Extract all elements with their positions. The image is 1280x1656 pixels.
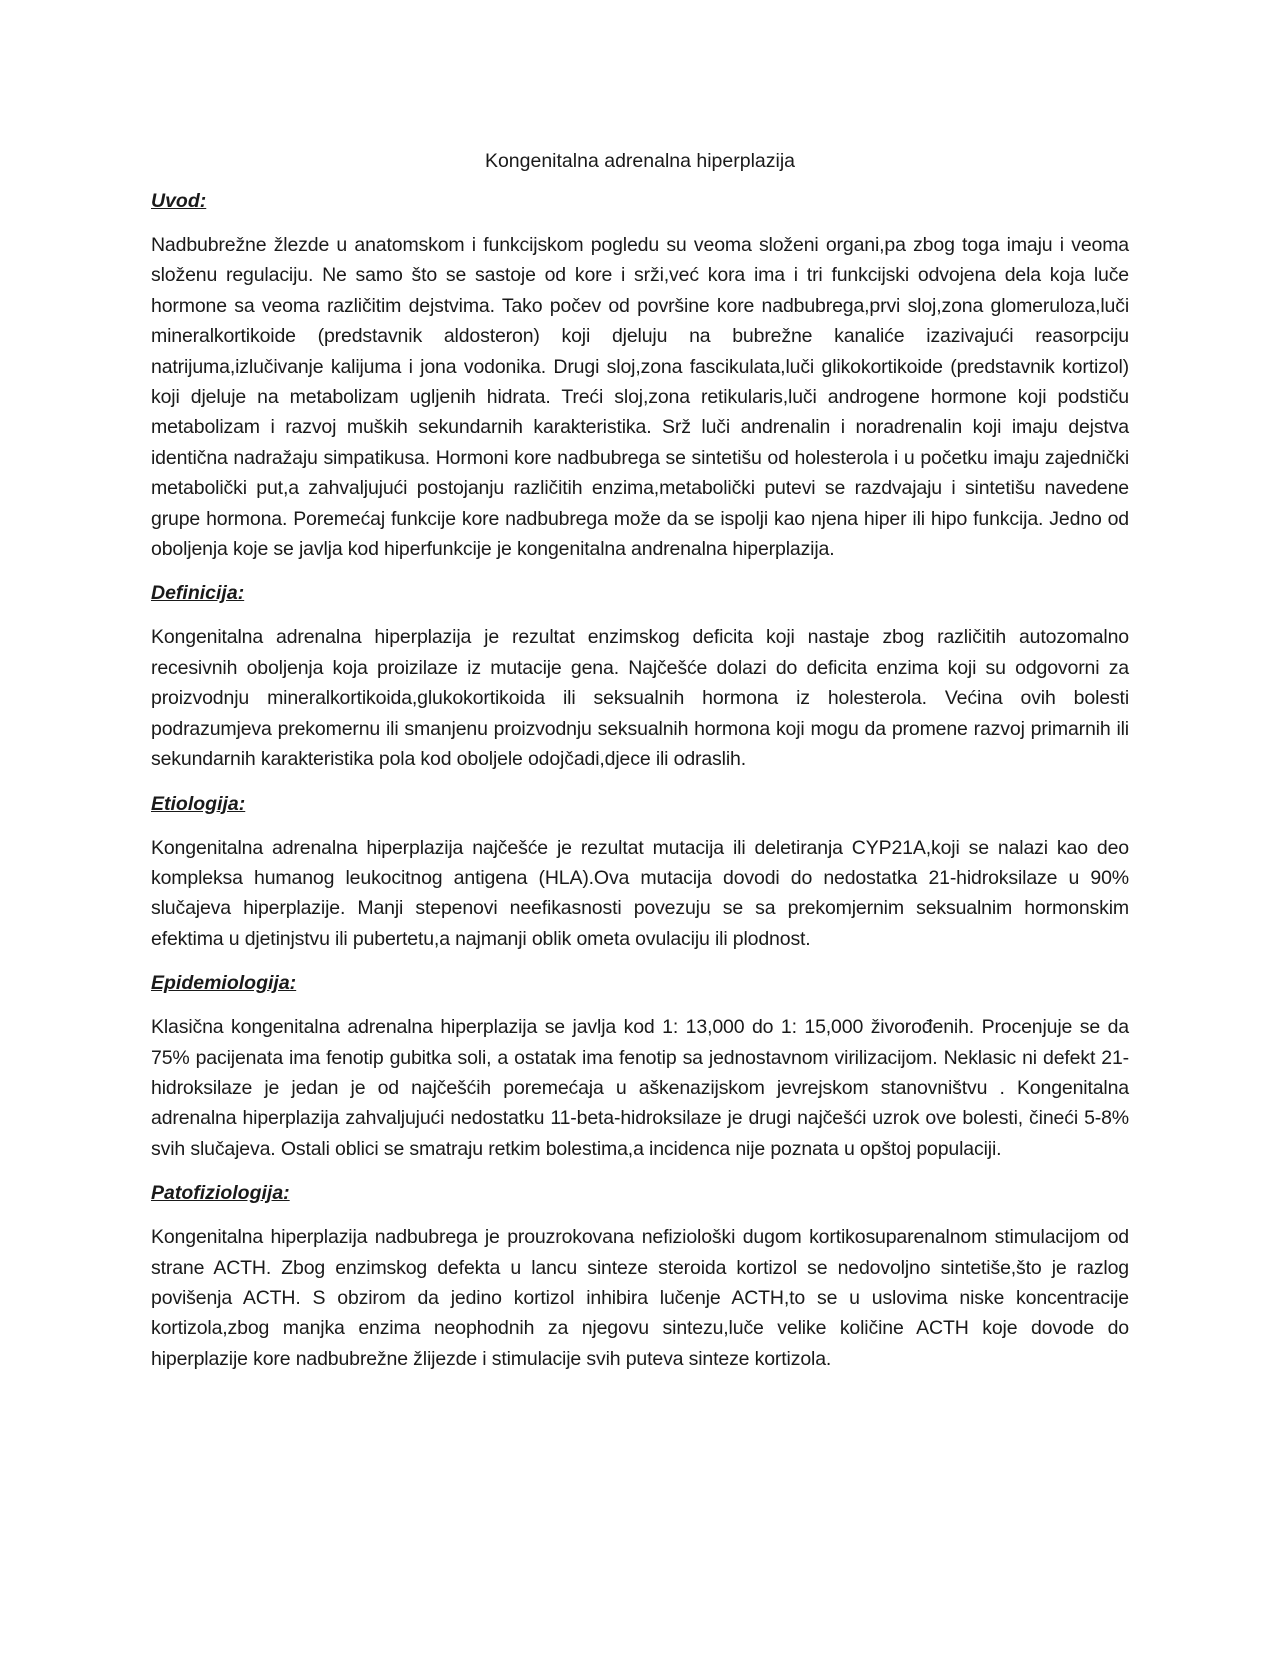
section-paragraph: Kongenitalna adrenalna hiperplazija je rezultat enzimskog deficita koji nastaje zbog različitih autozomalno recesivnih oboljenja koja proizilaze iz mutacije gena. Najčešće dolazi do deficita enzima koji su odgovorni za proizvodnju mineralkortikoida,glukokortikoida ili seksualnih hormona iz holesterola. Većina ovih bolesti podrazumjeva prekomernu ili smanjenu proizvodnju seksualnih hormona koji mogu da promene razvoj primarnih ili sekundarnih karakteristika pola kod oboljele odojčadi,djece ili odraslih. xyxy=(151,626,1129,771)
section-heading: Epidemiologija: xyxy=(151,972,297,995)
section-etiologija xyxy=(151,789,1129,955)
section-paragraph: Klasična kongenitalna adrenalna hiperplazija se javlja kod 1: 13,000 do 1: 15,000 živorođenih. Procenjuje se da 75% pacijenata ima fenotip gubitka soli, a ostatak ima fenotip sa jednostavnom virilizacijom. Neklasic ni defekt 21-hidroksilaze je jedan je od najčešćih poremećaja u aškenazijskom jevrejskom stanovništvu . Kongenitalna adrenalna hiperplazija zahvaljujući nedostatku 11-beta-hidroksilaze je drugi najčešći uzrok ove bolesti, čineći 5-8% svih slučajeva. Ostali oblici se smatraju retkim bolestima,a incidenca nije poznata u opštoj populaciji. xyxy=(151,1016,1129,1160)
document-title: Kongenitalna adrenalna hiperplazija xyxy=(484,150,796,172)
section-definicija xyxy=(151,578,1129,774)
section-paragraph: Nadbubrežne žlezde u anatomskom i funkcijskom pogledu su veoma složeni organi,pa zbog toga imaju i veoma složenu regulaciju. Ne samo što se sastoje od kore i srži,već kora ima i tri funkcijski odvojena dela koja luče hormone sa veoma različitim dejstvima. Tako počev od površine kore nadbubrega,prvi sloj,zona glomeruloza,luči mineralkortikoide (predstavnik aldosteron) koji djeluju na bubrežne kanaliće izazivajući reasorpciju natrijuma,izlučivanje kalijuma i jona vodonika. Drugi sloj,zona fascikulata,luči glikokortikoide (predstavnik kortizol) koji djeluje na metabolizam ugljenih hidrata. Treći sloj,zona retikularis,luči androgene hormone koji podstiču metabolizam i razvoj muških sekundarnih karakteristika. Srž luči andrenalin i noradrenalin koji imaju dejstva identična nadražaju simpatikusa. Hormoni kore nadbubrega se sintetišu od holesterola i u početku imaju zajednički metabolički put,a zahvaljujući postojanju različitih enzima,metabolički putevi se razdvajaju i sintetišu navedene grupe hormona. Poremećaj funkcije kore nadbubrega može da se ispolji kao njena hiper ili hipo funkcija. Jedno od oboljenja koje se javlja kod hiperfunkcije je kongenitalna andrenalna hiperplazija. xyxy=(151,234,1129,561)
section-heading: Uvod: xyxy=(151,190,207,212)
document-page xyxy=(151,146,1129,1388)
section-heading: Etiologija: xyxy=(151,792,246,815)
section-paragraph: Kongenitalna hiperplazija nadbubrega je prouzrokovana nefiziološki dugom kortikosuparenalnom stimulacijom od strane ACTH. Zbog enzimskog defekta u lancu sinteze steroida kortizol se nedovoljno sintetiše,što je razlog povišenja ACTH. S obzirom da jedino kortizol inhibira lučenje ACTH,to se u uslovima niske koncentracije kortizola,zbog manjka enzima neophodnih za njegovu sintezu,luče velike količine ACTH koje dovode do hiperplazije kore nadbubrežne žlijezde i stimulacije svih puteva sinteze kortizola. xyxy=(151,1226,1129,1370)
section-epidemiologija xyxy=(151,968,1129,1164)
section-heading: Definicija: xyxy=(151,582,245,605)
section-heading: Patofiziologija: xyxy=(151,1182,290,1205)
section-patofiziologija xyxy=(151,1178,1129,1374)
section-uvod xyxy=(151,186,1129,564)
section-paragraph: Kongenitalna adrenalna hiperplazija najčešće je rezultat mutacija ili deletiranja CYP21A,koji se nalazi kao deo kompleksa humanog leukocitnog antigena (HLA).Ova mutacija dovodi do nedostatka 21-hidroksilaze u 90% slučajeva hiperplazije. Manji stepenovi neefikasnosti povezuju se sa prekomjernim seksualnim hormonskim efektima u djetinjstvu ili pubertetu,a najmanji oblik ometa ovulaciju ili plodnost. xyxy=(151,836,1129,950)
